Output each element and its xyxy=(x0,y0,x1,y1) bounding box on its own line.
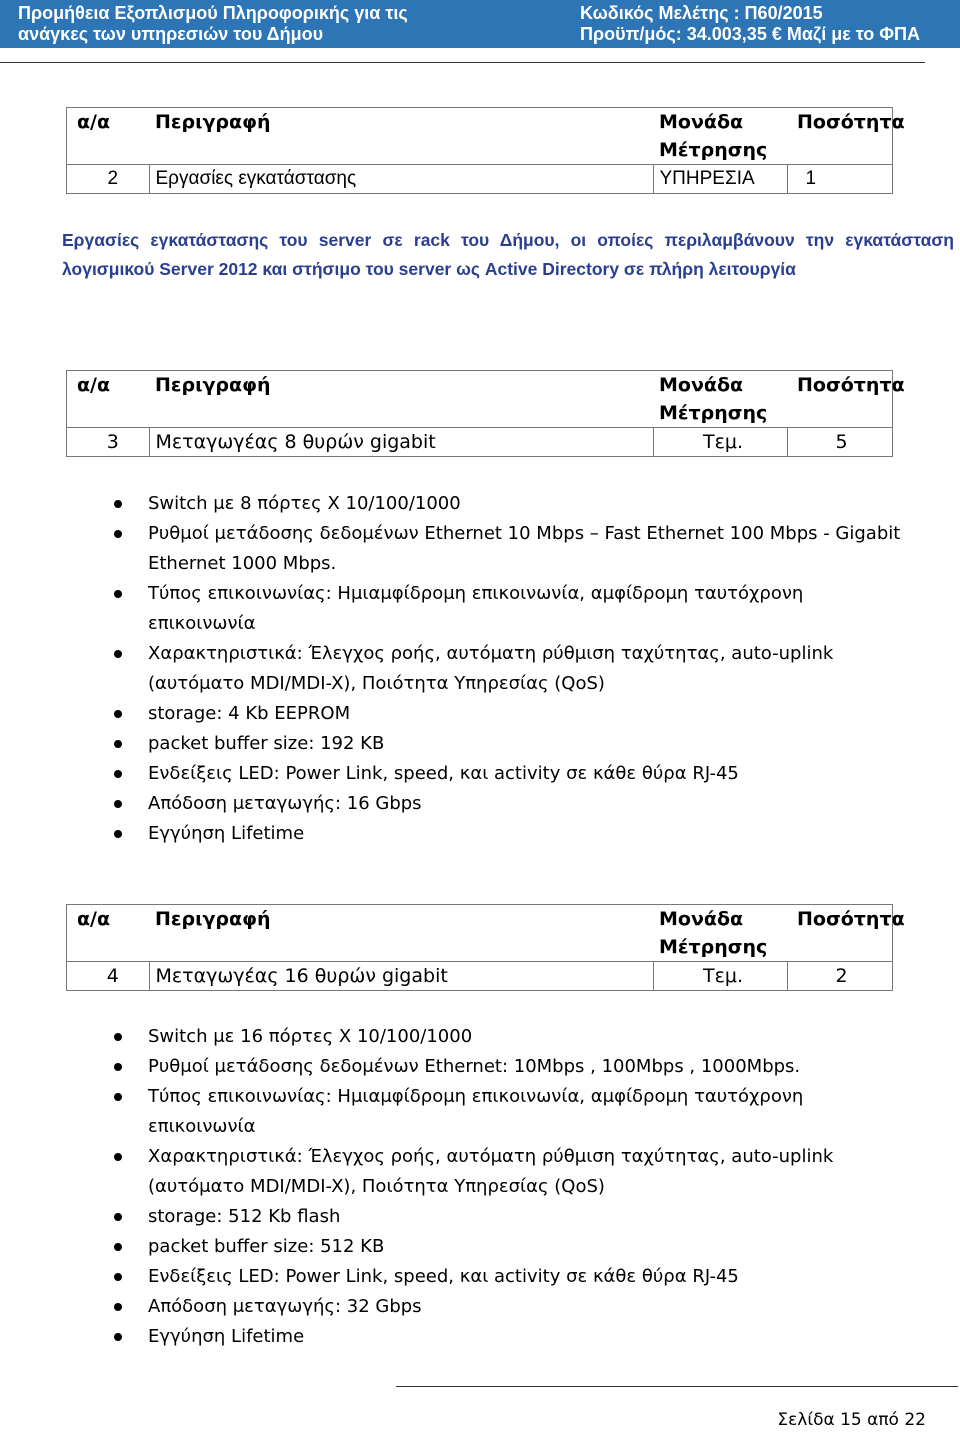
col-header-quantity: Ποσότητα xyxy=(787,905,893,962)
item-quantity: 5 xyxy=(787,428,893,457)
col-header-description: Περιγραφή xyxy=(149,371,653,428)
list-item: Ρυθμοί μετάδοσης δεδομένων Ethernet: 10Mbps , 100Mbps , 1000Mbps. xyxy=(114,1052,904,1082)
list-item: storage: 4 Kb EEPROM xyxy=(114,699,904,729)
col-header-quantity: Ποσότητα xyxy=(787,108,893,165)
bullet-icon xyxy=(114,830,122,838)
bullet-icon xyxy=(114,1243,122,1251)
bullet-icon xyxy=(114,800,122,808)
header-budget: Προϋπ/μός: 34.003,35 € Μαζί με το ΦΠΑ xyxy=(580,24,921,44)
col-header-unit: Μονάδα Μέτρησης xyxy=(653,108,787,165)
list-item: Απόδοση μεταγωγής: 16 Gbps xyxy=(114,789,904,819)
col-header-description: Περιγραφή xyxy=(149,108,653,165)
header-study-code: Κωδικός Μελέτης : Π60/2015 xyxy=(580,3,823,23)
item-description: Μεταγωγέας 16 θυρών gigabit xyxy=(149,962,653,991)
list-item: Απόδοση μεταγωγής: 32 Gbps xyxy=(114,1292,904,1322)
list-item: Τύπος επικοινωνίας: Ημιαμφίδρομη επικοινωνία, αμφίδρομη ταυτόχρονη επικοινωνία xyxy=(114,579,904,639)
list-item: Τύπος επικοινωνίας: Ημιαμφίδρομη επικοινωνία, αμφίδρομη ταυτόχρονη επικοινωνία xyxy=(114,1082,904,1142)
col-header-unit: Μονάδα Μέτρησης xyxy=(653,371,787,428)
col-header-aa: α/α xyxy=(67,905,150,962)
bullet-icon xyxy=(114,590,122,598)
list-item: packet buffer size: 512 KB xyxy=(114,1232,904,1262)
item-table-4 xyxy=(66,904,905,991)
item-3-specs-list xyxy=(114,489,904,849)
list-item: Ρυθμοί μετάδοσης δεδομένων Ethernet 10 Mbps – Fast Ethernet 100 Mbps - Gigabit Ethernet 1000 Mbps. xyxy=(114,519,904,579)
item-table-2 xyxy=(66,107,905,194)
bullet-icon xyxy=(114,710,122,718)
item-quantity: 1 xyxy=(787,165,893,194)
bullet-icon xyxy=(114,1303,122,1311)
item-description: Εργασίες εγκατάστασης xyxy=(149,165,653,194)
col-header-unit: Μονάδα Μέτρησης xyxy=(653,905,787,962)
page-number: Σελίδα 15 από 22 xyxy=(777,1410,926,1430)
item-aa: 4 xyxy=(67,962,150,991)
list-item: Ενδείξεις LED: Power Link, speed, και activity σε κάθε θύρα RJ-45 xyxy=(114,759,904,789)
bullet-icon xyxy=(114,1033,122,1041)
list-item: Χαρακτηριστικά: Έλεγχος ροής, αυτόματη ρύθμιση ταχύτητας, auto-uplink (αυτόματο MDI/MDI-X), Ποιότητα Υπηρεσίας (QoS) xyxy=(114,1142,904,1202)
item-aa: 2 xyxy=(67,165,150,194)
item-quantity: 2 xyxy=(787,962,893,991)
bullet-icon xyxy=(114,500,122,508)
installation-paragraph: Εργασίες εγκατάστασης του server σε rack του Δήμου, οι οποίες περιλαμβάνουν την εγκατάσταση λογισμικού Server 2012 και στήσιμο του server ως Active Directory σε πλήρη λειτουργία xyxy=(62,230,954,279)
list-item: Switch με 8 πόρτες Χ 10/100/1000 xyxy=(114,489,904,519)
bullet-icon xyxy=(114,1063,122,1071)
header-title-line2: ανάγκες των υπηρεσιών του Δήμου xyxy=(18,24,324,44)
col-header-quantity: Ποσότητα xyxy=(787,371,893,428)
list-item: Χαρακτηριστικά: Έλεγχος ροής, αυτόματη ρύθμιση ταχύτητας, auto-uplink (αυτόματο MDI/MDI-X), Ποιότητα Υπηρεσίας (QoS) xyxy=(114,639,904,699)
page-header xyxy=(0,0,960,48)
bullet-icon xyxy=(114,1273,122,1281)
list-item: storage: 512 Kb flash xyxy=(114,1202,904,1232)
item-unit: Τεμ. xyxy=(653,962,787,991)
list-item: Switch με 16 πόρτες Χ 10/100/1000 xyxy=(114,1022,904,1052)
bullet-icon xyxy=(114,1153,122,1161)
item-unit: ΥΠΗΡΕΣΙΑ xyxy=(653,165,787,194)
list-item: Εγγύηση Lifetime xyxy=(114,819,904,849)
bullet-icon xyxy=(114,530,122,538)
col-header-description: Περιγραφή xyxy=(149,905,653,962)
item-table-3 xyxy=(66,370,905,457)
list-item: packet buffer size: 192 KB xyxy=(114,729,904,759)
item-aa: 3 xyxy=(67,428,150,457)
item-4-specs-list xyxy=(114,1022,904,1352)
bullet-icon xyxy=(114,740,122,748)
list-item: Ενδείξεις LED: Power Link, speed, και activity σε κάθε θύρα RJ-45 xyxy=(114,1262,904,1292)
col-header-aa: α/α xyxy=(67,108,150,165)
item-description: Μεταγωγέας 8 θυρών gigabit xyxy=(149,428,653,457)
bullet-icon xyxy=(114,770,122,778)
list-item: Εγγύηση Lifetime xyxy=(114,1322,904,1352)
col-header-aa: α/α xyxy=(67,371,150,428)
bullet-icon xyxy=(114,1213,122,1221)
bullet-icon xyxy=(114,1333,122,1341)
bullet-icon xyxy=(114,1093,122,1101)
bullet-icon xyxy=(114,650,122,658)
header-title-line1: Προμήθεια Εξοπλισμού Πληροφορικής για τις xyxy=(18,3,408,23)
item-unit: Τεμ. xyxy=(653,428,787,457)
header-rule xyxy=(0,62,925,63)
footer-rule xyxy=(396,1386,958,1387)
